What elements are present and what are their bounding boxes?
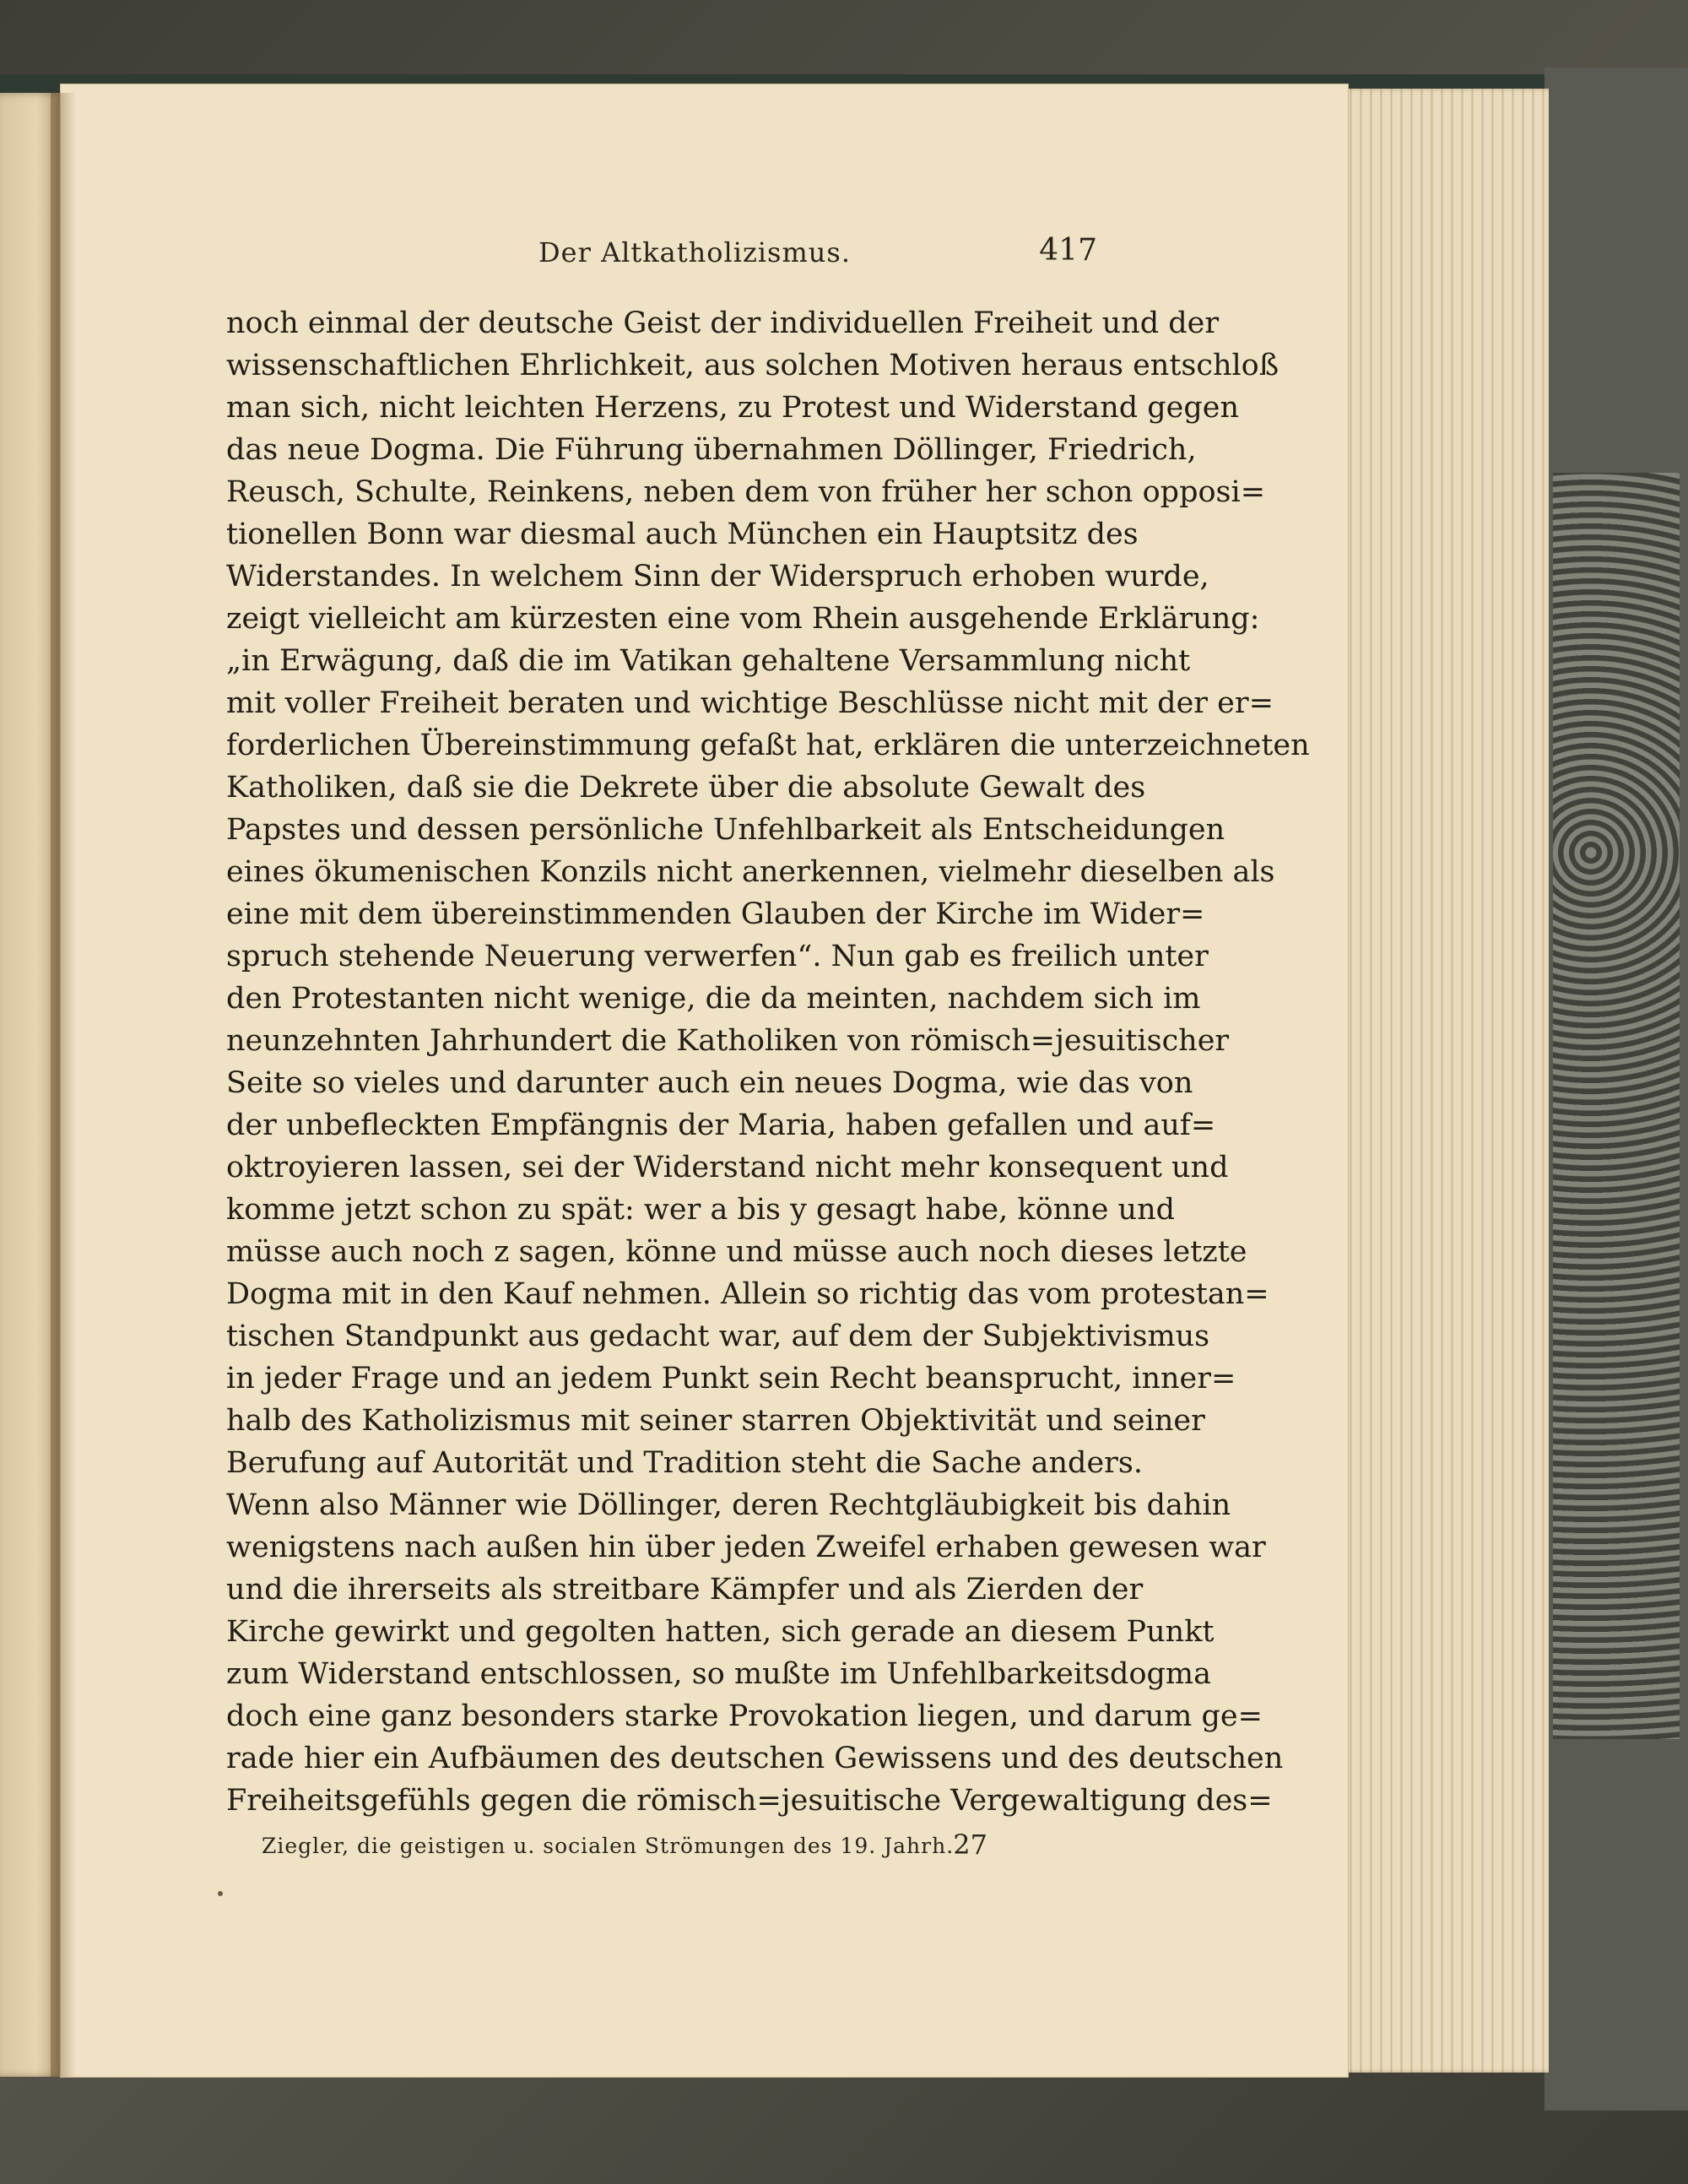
text-line: wenigstens nach außen hin über jeden Zweifel erhaben gewesen war	[226, 1531, 1266, 1564]
text-line: in jeder Frage und an jedem Punkt sein Recht beansprucht, inner=	[226, 1362, 1236, 1395]
text-line: tionellen Bonn war diesmal auch München ein Hauptsitz des	[226, 518, 1139, 551]
text-line: noch einmal der deutsche Geist der individuellen Freiheit und der	[226, 306, 1220, 340]
text-line: wissenschaftlichen Ehrlichkeit, aus solchen Motiven heraus entschloß	[226, 349, 1280, 382]
text-line: Papstes und dessen persönliche Unfehlbarkeit als Entscheidungen	[226, 813, 1225, 847]
text-line: eine mit dem übereinstimmenden Glauben der Kirche im Wider=	[226, 897, 1205, 931]
text-line: der unbefleckten Empfängnis der Maria, haben gefallen und auf=	[226, 1108, 1216, 1142]
text-line: Wenn also Männer wie Döllinger, deren Rechtgläubigkeit bis dahin	[226, 1488, 1231, 1522]
text-line: rade hier ein Aufbäumen des deutschen Gewissens und des deutschen	[226, 1742, 1284, 1775]
footer-citation: Ziegler, die geistigen u. socialen Strömungen des 19. Jahrh.	[262, 1834, 955, 1858]
page-number: 417	[1039, 233, 1097, 268]
signature-mark: 27	[953, 1829, 987, 1861]
text-line: Dogma mit in den Kauf nehmen. Allein so richtig das vom protestan=	[226, 1277, 1269, 1311]
text-line: Seite so vieles und darunter auch ein neues Dogma, wie das von	[226, 1066, 1193, 1100]
text-line: Widerstandes. In welchem Sinn der Widerspruch erhoben wurde,	[226, 560, 1209, 593]
running-title: Der Altkatholizismus.	[538, 236, 851, 268]
text-line: Berufung auf Autorität und Tradition steht die Sache anders.	[226, 1446, 1143, 1480]
text-line: mit voller Freiheit beraten und wichtige Beschlüsse nicht mit der er=	[226, 686, 1274, 720]
text-line: tischen Standpunkt aus gedacht war, auf dem der Subjektivismus	[226, 1320, 1210, 1353]
text-line: komme jetzt schon zu spät: wer a bis y gesagt habe, könne und	[226, 1193, 1176, 1227]
text-line: Freiheitsgefühls gegen die römisch=jesuitische Vergewaltigung des=	[226, 1784, 1273, 1818]
text-line: müsse auch noch z sagen, könne und müsse auch noch dieses letzte	[226, 1235, 1247, 1269]
text-line: und die ihrerseits als streitbare Kämpfer und als Zierden der	[226, 1573, 1144, 1607]
text-line: das neue Dogma. Die Führung übernahmen Döllinger, Friedrich,	[226, 433, 1197, 467]
text-line: Reusch, Schulte, Reinkens, neben dem von früher her schon opposi=	[226, 475, 1266, 509]
page-header	[226, 230, 1097, 272]
text-line: Kirche gewirkt und gegolten hatten, sich gerade an diesem Punkt	[226, 1615, 1215, 1649]
text-line: oktroyieren lassen, sei der Widerstand nicht mehr konsequent und	[226, 1151, 1229, 1184]
paper-speck	[218, 1891, 223, 1896]
text-line: doch eine ganz besonders starke Provokation liegen, und darum ge=	[226, 1699, 1263, 1733]
page-gutter	[51, 93, 76, 2077]
text-line: den Protestanten nicht wenige, die da meinten, nachdem sich im	[226, 982, 1201, 1016]
text-line: spruch stehende Neuerung verwerfen“. Nun gab es freilich unter	[226, 940, 1209, 973]
text-line: Katholiken, daß sie die Dekrete über die absolute Gewalt des	[226, 771, 1146, 805]
text-line: neunzehnten Jahrhundert die Katholiken von römisch=jesuitischer	[226, 1024, 1230, 1058]
body-text	[226, 302, 1310, 1822]
page-footer	[262, 1829, 987, 1867]
text-line: forderlichen Übereinstimmung gefaßt hat, erklären die unterzeichneten	[226, 729, 1310, 762]
text-line: man sich, nicht leichten Herzens, zu Protest und Widerstand gegen	[226, 391, 1240, 425]
text-line: zeigt vielleicht am kürzesten eine vom Rhein ausgehende Erklärung:	[226, 602, 1260, 636]
text-line: zum Widerstand entschlossen, so mußte im Unfehlbarkeitsdogma	[226, 1657, 1211, 1691]
text-line: eines ökumenischen Konzils nicht anerkennen, vielmehr dieselben als	[226, 855, 1275, 889]
page-block-edges	[1342, 89, 1549, 2073]
text-line: halb des Katholizismus mit seiner starren Objektivität und seiner	[226, 1404, 1205, 1438]
marbled-cover-pattern	[1553, 473, 1680, 1739]
text-line: „in Erwägung, daß die im Vatikan gehaltene Versammlung nicht	[226, 644, 1191, 678]
